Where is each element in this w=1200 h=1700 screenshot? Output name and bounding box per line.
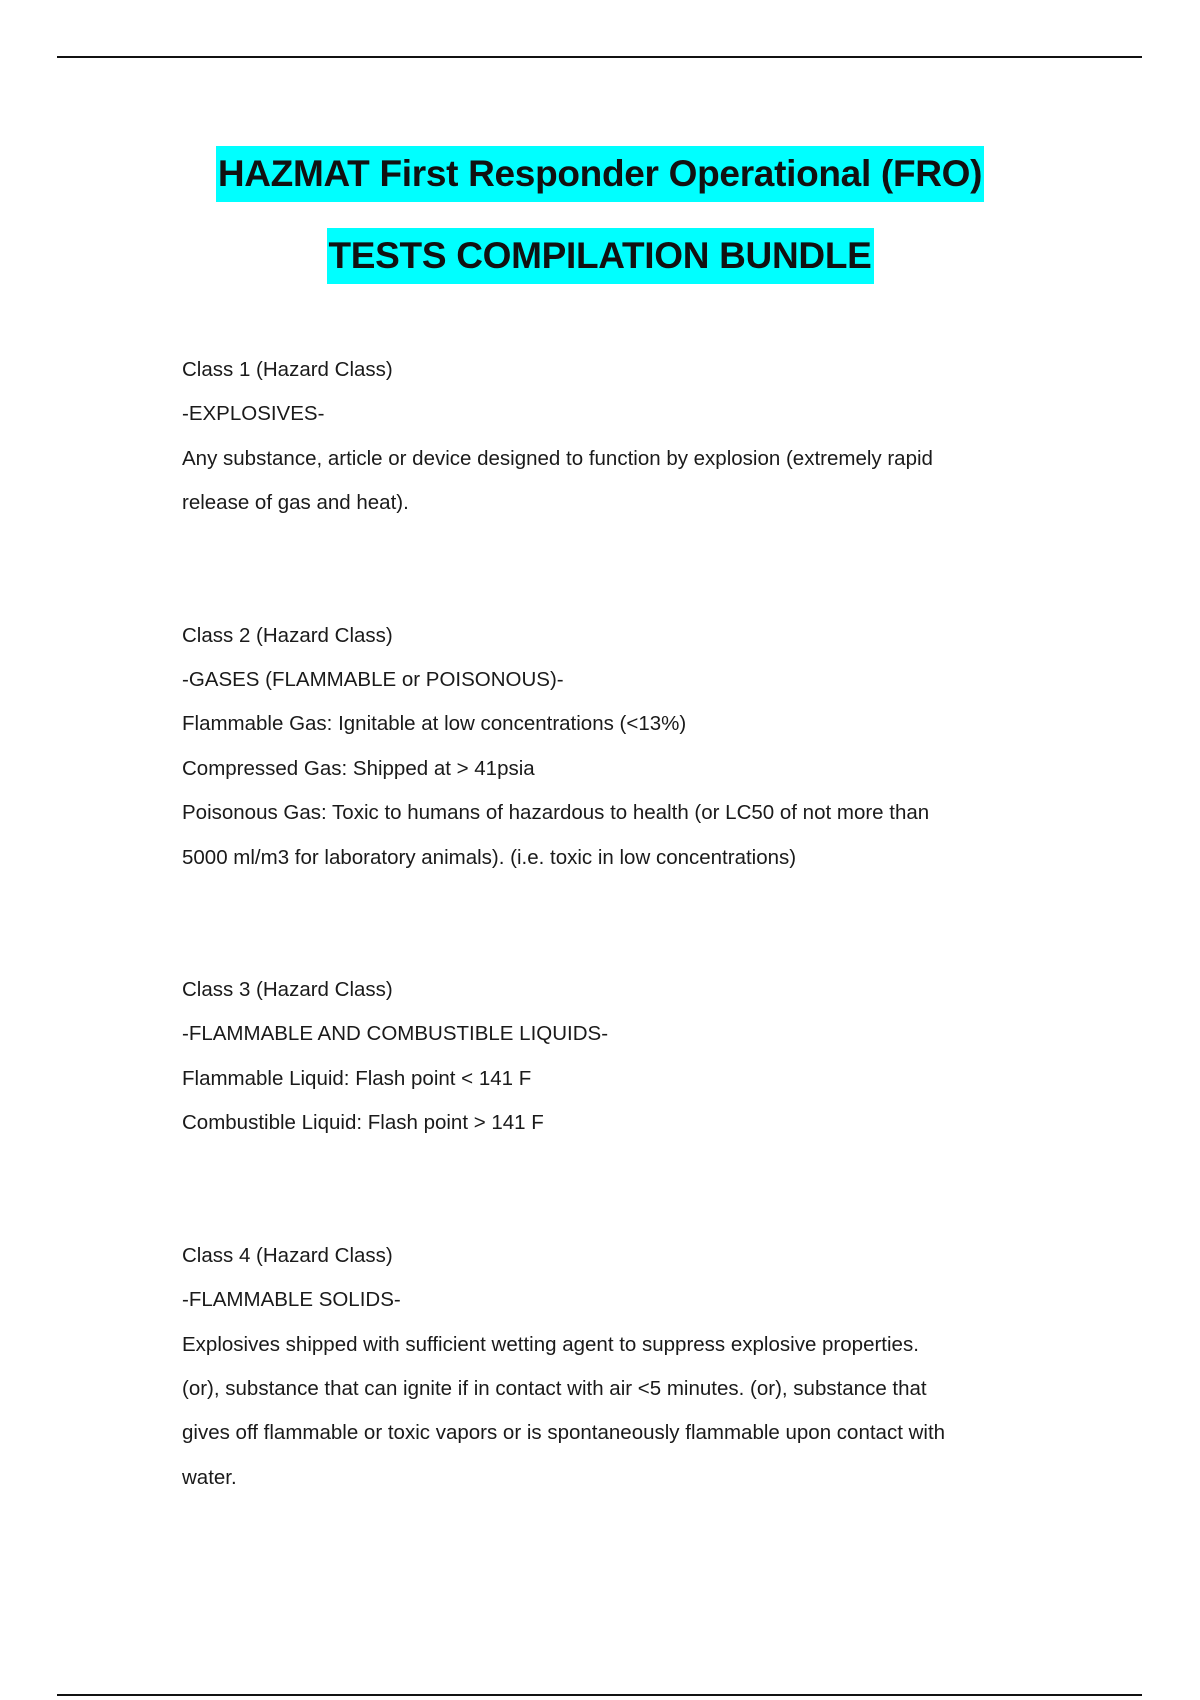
top-rule (57, 56, 1142, 58)
section-line: Explosives shipped with sufficient wetting agent to suppress explosive properties. (182, 1332, 919, 1356)
section-heading: Class 2 (Hazard Class) (182, 623, 393, 647)
section-line: (or), substance that can ignite if in contact with air <5 minutes. (or), substance that (182, 1376, 927, 1400)
title-text-2: TESTS COMPILATION BUNDLE (327, 228, 874, 284)
section-line: gives off flammable or toxic vapors or is spontaneously flammable upon contact with (182, 1421, 946, 1445)
section-line: release of gas and heat). (182, 491, 409, 515)
section-line: Flammable Liquid: Flash point < 141 F (182, 1066, 532, 1090)
section-class-3 (182, 968, 1042, 1146)
section-line: Flammable Gas: Ignitable at low concentrations (<13%) (182, 712, 687, 736)
document-body (182, 348, 1042, 1500)
section-heading: Class 3 (Hazard Class) (182, 978, 393, 1002)
section-line: Combustible Liquid: Flash point > 141 F (182, 1111, 544, 1135)
section-heading: Class 4 (Hazard Class) (182, 1243, 393, 1267)
section-line: 5000 ml/m3 for laboratory animals). (i.e. toxic in low concentrations) (182, 845, 797, 869)
section-class-1 (182, 348, 1042, 526)
section-class-2 (182, 614, 1042, 880)
section-subheading: -EXPLOSIVES- (182, 402, 325, 426)
section-line: Poisonous Gas: Toxic to humans of hazardous to health (or LC50 of not more than (182, 801, 930, 825)
title-line-1 (0, 146, 1200, 228)
section-line: Compressed Gas: Shipped at > 41psia (182, 756, 535, 780)
title-line-2 (0, 228, 1200, 310)
bottom-rule (57, 1694, 1142, 1696)
title-text-1: HAZMAT First Responder Operational (FRO) (216, 146, 984, 202)
section-subheading: -FLAMMABLE SOLIDS- (182, 1288, 401, 1312)
section-line: Any substance, article or device designed to function by explosion (extremely rapid (182, 446, 933, 470)
document-title (0, 146, 1200, 310)
section-subheading: -GASES (FLAMMABLE or POISONOUS)- (182, 668, 564, 692)
section-line: water. (182, 1465, 237, 1489)
section-class-4 (182, 1234, 1042, 1500)
section-subheading: -FLAMMABLE AND COMBUSTIBLE LIQUIDS- (182, 1022, 609, 1046)
section-heading: Class 1 (Hazard Class) (182, 358, 393, 381)
